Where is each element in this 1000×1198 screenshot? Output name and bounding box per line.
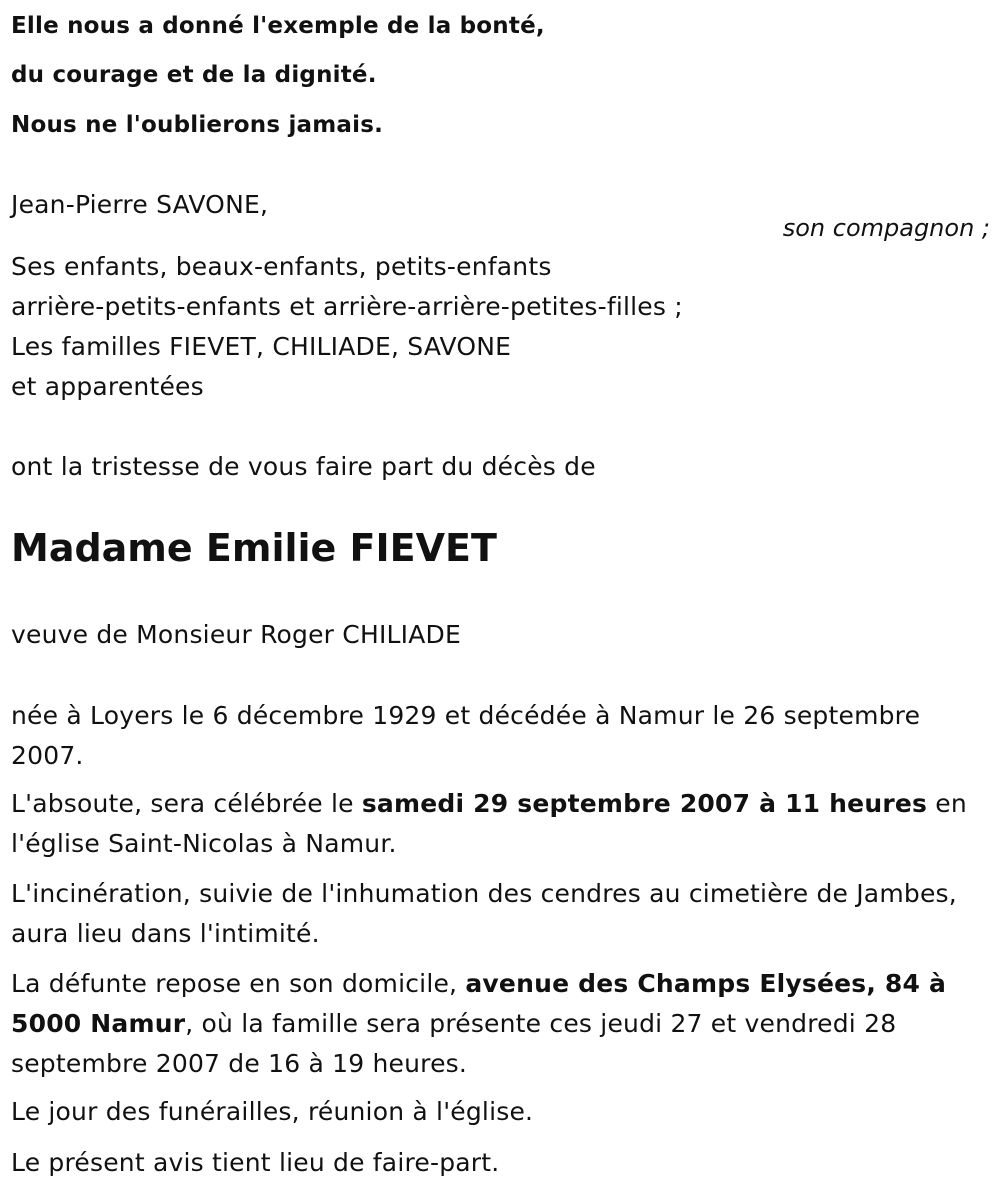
companion-role: son compagnon ; bbox=[782, 214, 990, 242]
family-line-4: et apparentées bbox=[11, 372, 204, 401]
repose-address: avenue des Champs Elysées, 84 à 5000 Namur bbox=[11, 969, 947, 1038]
companion-name: Jean-Pierre SAVONE, bbox=[11, 190, 269, 219]
widow-of-text: veuve de Monsieur Roger CHILIADE bbox=[11, 620, 461, 649]
repose-text-pre: La défunte repose en son domicile, bbox=[11, 969, 466, 998]
repose-text-post: , où la famille sera présente ces jeudi 27 et vendredi 28 septembre 2007 de 16 à 19 heures. bbox=[11, 1009, 897, 1078]
family-line-3: Les familles FIEVET, CHILIADE, SAVONE bbox=[11, 332, 512, 361]
absoute-text-post: en l'église Saint-Nicolas à Namur. bbox=[11, 789, 967, 858]
reunion-text: Le jour des funérailles, réunion à l'église. bbox=[11, 1097, 534, 1126]
birth-death-paragraph: née à Loyers le 6 décembre 1929 et décédée à Namur le 26 septembre 2007. bbox=[11, 701, 921, 770]
family-line-1: Ses enfants, beaux-enfants, petits-enfants bbox=[11, 252, 552, 281]
incineration-paragraph: L'incinération, suivie de l'inhumation des cendres au cimetière de Jambes, aura lieu dans l'intimité. bbox=[11, 879, 957, 948]
quote-line-1: Elle nous a donné l'exemple de la bonté, bbox=[11, 13, 545, 39]
repose-paragraph bbox=[11, 964, 971, 1084]
quote-line-3: Nous ne l'oublierons jamais. bbox=[11, 112, 384, 138]
family-line-2: arrière-petits-enfants et arrière-arrière-petites-filles ; bbox=[11, 292, 683, 321]
deceased-name: Madame Emilie FIEVET bbox=[11, 526, 497, 570]
quote-line-2: du courage et de la dignité. bbox=[11, 62, 377, 88]
announcement-text: ont la tristesse de vous faire part du décès de bbox=[11, 452, 596, 481]
absoute-paragraph bbox=[11, 784, 971, 864]
notice-text: Le présent avis tient lieu de faire-part. bbox=[11, 1148, 500, 1177]
absoute-text-pre: L'absoute, sera célébrée le bbox=[11, 789, 362, 818]
absoute-date-time: samedi 29 septembre 2007 à 11 heures bbox=[361, 789, 928, 818]
